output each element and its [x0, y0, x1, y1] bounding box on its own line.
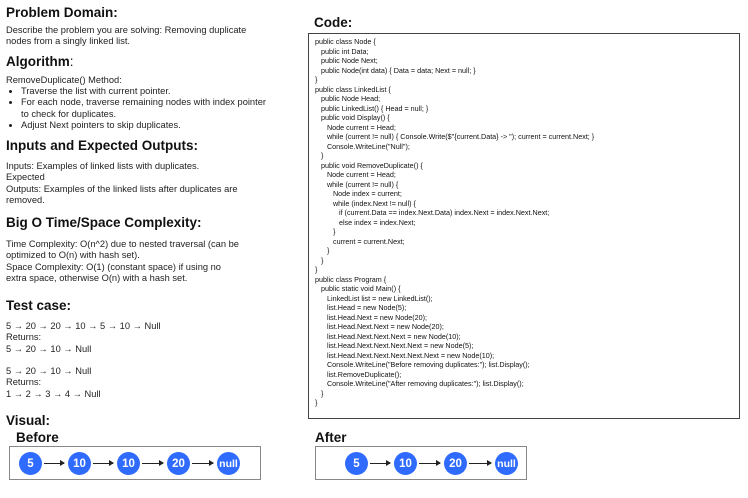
before-node: 20	[167, 452, 190, 475]
after-node: 20	[444, 452, 467, 475]
code-line: }	[315, 398, 318, 407]
code-line: public class Node {	[315, 37, 376, 46]
after-node: 5	[345, 452, 368, 475]
before-node: 10	[117, 452, 140, 475]
before-node: 5	[19, 452, 42, 475]
code-line: }	[315, 246, 330, 255]
code-line: public void Display() {	[315, 113, 390, 122]
before-label: Before	[16, 430, 59, 445]
code-line: public int Data;	[315, 46, 369, 56]
code-line: current = current.Next;	[315, 236, 405, 246]
code-line: while (current != null) {	[315, 179, 399, 189]
after-node: 10	[394, 452, 417, 475]
code-line: Console.WriteLine("Null");	[315, 141, 410, 151]
arrow-icon	[192, 463, 213, 464]
code-line: while (current != null) { Console.Write($"{current.Data} -> "); current = current.Next; }	[315, 132, 595, 141]
arrow-icon	[469, 463, 491, 464]
code-line: while (index.Next != null) {	[315, 198, 416, 208]
code-line: else index = index.Next;	[315, 217, 416, 227]
code-line: Node index = current;	[315, 189, 402, 198]
code-line: list.Head.Next = new Node(20);	[315, 312, 428, 322]
code-line: }	[315, 75, 318, 84]
code-line: Console.WriteLine("After removing duplicates:"); list.Display();	[315, 379, 524, 388]
code-line: public class Program {	[315, 274, 387, 284]
after-node: null	[495, 452, 518, 475]
code-line: LinkedList list = new LinkedList();	[315, 293, 433, 303]
io-heading: Inputs and Expected Outputs:	[6, 138, 199, 153]
algorithm-heading: Algorithm:	[6, 54, 74, 69]
bigo-heading: Big O Time/Space Complexity:	[6, 215, 202, 230]
code-block	[308, 33, 740, 419]
code-line: Console.WriteLine("Before removing duplicates:"); list.Display();	[315, 360, 530, 369]
code-line: public Node(int data) { Data = data; Next = null; }	[315, 65, 476, 75]
code-line: if (current.Data == index.Next.Data) index.Next = index.Next.Next;	[315, 208, 550, 217]
code-line: }	[315, 227, 336, 236]
code-line: public static void Main() {	[315, 284, 401, 293]
code-line: Node current = Head;	[315, 170, 396, 179]
code-line: }	[315, 255, 324, 265]
code-line: list.Head.Next.Next.Next.Next.Next = new Node(10);	[315, 350, 495, 360]
testcase-heading: Test case:	[6, 298, 72, 313]
code-line: list.Head.Next.Next.Next = new Node(10);	[315, 331, 461, 341]
code-line: list.Head = new Node(5);	[315, 303, 407, 312]
after-label: After	[315, 430, 347, 445]
code-line: Node current = Head;	[315, 122, 396, 132]
bigo-text: Time Complexity: O(n^2) due to nested traversal (can be optimized to O(n) with hash set). Space Complexity: O(1) (constant space) if using no extra space, otherwise O(n) with a hash set.	[6, 239, 239, 284]
visual-heading: Visual:	[6, 413, 51, 428]
algorithm-bullets	[3, 86, 266, 132]
code-line: list.Head.Next.Next.Next.Next = new Node(5);	[315, 341, 474, 350]
code-line: public void RemoveDuplicate() {	[315, 160, 423, 170]
code-line: }	[315, 265, 318, 274]
list-item: • For each node, traverse remaining nodes with index pointer to check for duplicates.	[21, 97, 266, 120]
code-line: }	[315, 388, 324, 398]
code-line: list.Head.Next.Next = new Node(20);	[315, 322, 444, 331]
before-diagram	[9, 446, 261, 480]
code-line: public Node Next;	[315, 56, 378, 65]
before-node: null	[217, 452, 240, 475]
list-item: • Traverse the list with current pointer.	[21, 86, 266, 97]
code-line: public class LinkedList {	[315, 84, 391, 94]
code-line: list.RemoveDuplicate();	[315, 369, 402, 379]
before-node: 10	[68, 452, 91, 475]
code-line: public Node Head;	[315, 94, 381, 103]
code-heading: Code:	[314, 15, 353, 30]
code-line: public LinkedList() { Head = null; }	[315, 103, 429, 113]
list-item: • Adjust Next pointers to skip duplicates.	[21, 120, 266, 131]
arrow-icon	[370, 463, 390, 464]
algorithm-method: RemoveDuplicate() Method:	[6, 75, 122, 85]
problem-text: Describe the problem you are solving: Removing duplicate nodes from a singly linked list.	[6, 25, 247, 47]
problem-heading: Problem Domain:	[6, 5, 118, 20]
arrow-icon	[93, 463, 113, 464]
after-diagram	[315, 446, 527, 480]
testcase-2: 5 → 20 → 10 → Null Returns: 1 → 2 → 3 → 4 → Null	[6, 366, 101, 399]
testcase-1: 5 → 20 → 20 → 10 → 5 → 10 → Null Returns: 5 → 20 → 10 → Null	[6, 321, 161, 354]
code-line: }	[315, 151, 324, 160]
arrow-icon	[44, 463, 64, 464]
arrow-icon	[142, 463, 163, 464]
io-text: Inputs: Examples of linked lists with duplicates. Expected Outputs: Examples of the linked lists after duplicates are removed.	[6, 161, 238, 206]
arrow-icon	[419, 463, 440, 464]
